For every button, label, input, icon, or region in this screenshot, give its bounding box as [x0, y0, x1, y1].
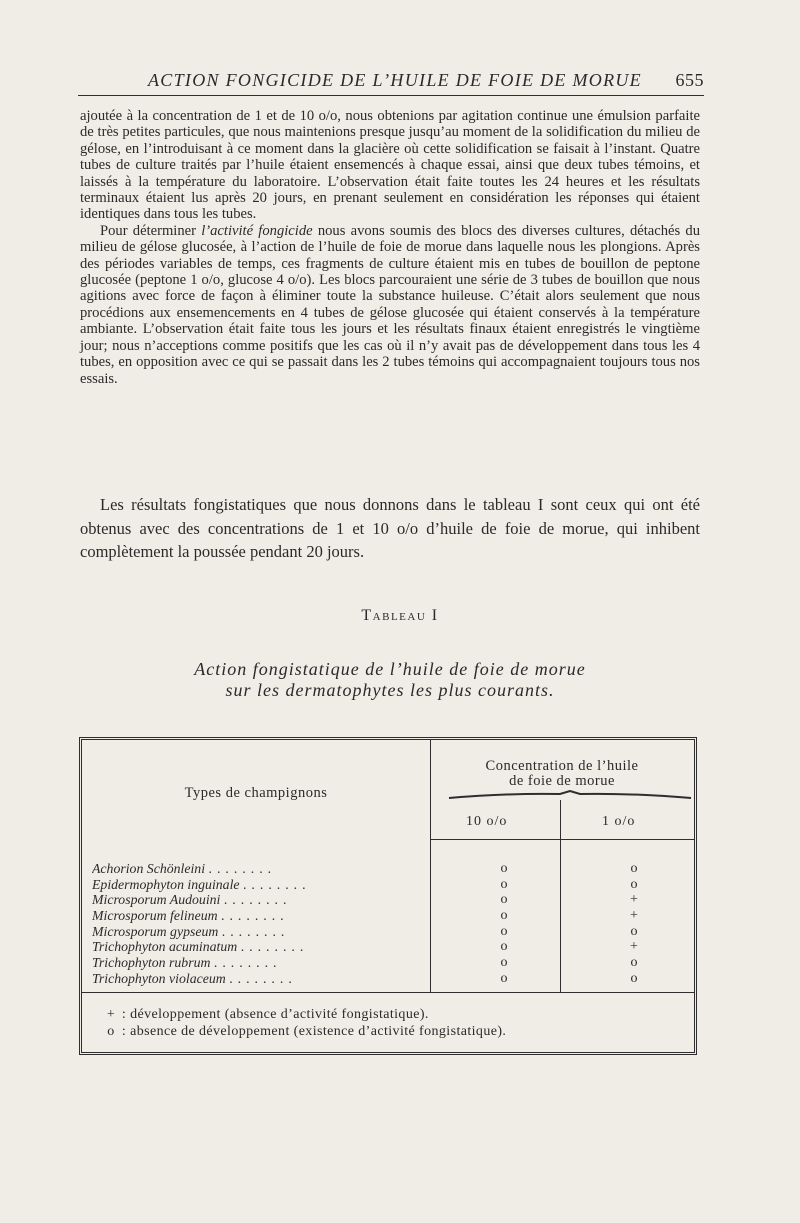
species-name: Trichophyton rubrum ........ [92, 955, 282, 971]
value-1: + [630, 939, 638, 955]
paragraph-2-rest: nous avons soumis des blocs des diverses cultures, détachés du milieu de gélose glucosée, à l’action de l’huile de foie de morue dans laquelle nous les plongions. Après des périodes variables de temps, ces fragments de culture étaient mis en tubes de bouillon de peptone glucosée (peptone 1 o/o, glucose 4 o/o). Les blocs parcouraient une série de 3 tubes de bouillon que nous agitions avec force de façon à éliminer toute la substance huileuse. C’était alors seulement que nous procédions aux ensemencements en 4 tubes de gélose glucosée qui étaient conservés à la température ambiante. L’observation était faite tous les jours et les résultats finaux étaient enregistrés le vingtième jour; nous n’acceptions comme positifs que les cas où il n’y avait pas de développement dans tous les 4 tubes, en opposition avec ce qui se passait dans les 2 tubes témoins qui accompagnaient toujours tous nos essais. [80, 222, 700, 387]
table-caption-line-2: sur les dermatophytes les plus courants. [225, 680, 555, 700]
column-header-10: 10 o/o [466, 814, 508, 829]
species-name: Achorion Schönleini ........ [92, 861, 277, 876]
paragraph-3: Les résultats fongistatiques que nous donnons dans le tableau I sont ceux qui ont été obtenus avec des concentrations de 1 et 10 o/o d’huile de foie de morue, qui inhibent complètement la poussée pendant 20 jours. [80, 495, 700, 561]
table-caption [0, 659, 780, 701]
table-legend [104, 1006, 506, 1040]
value-10: o [500, 876, 508, 892]
legend-symbol: + [106, 1007, 116, 1022]
legend-item: + : développement (absence d’activité fongistatique). [104, 1006, 506, 1023]
header-concentration-line-1: Concentration de l’huile [485, 758, 639, 774]
species-name: Microsporum Audouini ........ [92, 892, 292, 908]
species-name: Microsporum felineum ........ [92, 908, 289, 924]
value-10: o [500, 908, 508, 924]
running-header [78, 67, 704, 96]
header-rule-conc [431, 839, 694, 840]
header-concentration-line-2: de foie de morue [509, 773, 615, 789]
table-caption-line-1: Action fongistatique de l’huile de foie de morue [194, 659, 586, 679]
table-row [92, 955, 687, 971]
legend-symbol: o [107, 1024, 115, 1039]
table-row [92, 924, 687, 940]
value-1: o [630, 955, 638, 971]
value-10: o [500, 939, 508, 955]
table-label: Tableau I [361, 607, 439, 624]
column-header-1: 1 o/o [602, 814, 636, 829]
paragraph-2-emphasis: l’activité fongicide [201, 222, 313, 239]
table-row [92, 877, 687, 893]
species-name: Microsporum gypseum ........ [92, 923, 290, 939]
concentration-brace [448, 790, 693, 802]
value-10: o [500, 955, 508, 971]
table-row [92, 861, 687, 877]
table-row [92, 971, 687, 987]
species-name: Trichophyton violaceum ........ [92, 970, 297, 986]
legend-text: développement (absence d’activité fongistatique). [130, 1007, 429, 1022]
table-row [92, 908, 687, 924]
paragraph-1: ajoutée à la concentration de 1 et de 10 o/o, nous obtenions par agitation continue une émulsion parfaite de très petites particules, que nous maintenions presque jusqu’au moment de la solidification du milieu de gélose, en l’introduisant à ce moment dans la glacière où cette solidification se faisait à l’instant. Quatre tubes de culture traités par l’huile étaient ensemencés à chaque essai, ainsi que deux tubes témoins, et laissés à la température du laboratoire. L’observation était faite toutes les 24 heures et les résultats terminaux étaient lus après 20 jours, en prenant seulement en considération les réponses qui étaient identiques dans tous les tubes. [80, 108, 700, 223]
results-table [79, 737, 697, 1055]
value-10: o [500, 923, 508, 939]
species-name: Trichophyton acuminatum ........ [92, 939, 309, 955]
paragraph-2-start: Pour déterminer [100, 222, 202, 239]
header-concentration [431, 759, 693, 789]
value-1: o [630, 970, 638, 986]
legend-rule [82, 992, 694, 993]
value-10: o [500, 892, 508, 908]
table-row [92, 892, 687, 908]
value-1: o [630, 861, 638, 876]
header-types: Types de champignons [184, 785, 328, 801]
legend-text: absence de développement (existence d’activité fongistatique). [130, 1024, 507, 1039]
paragraph-2 [80, 223, 700, 387]
body-text [80, 108, 700, 387]
value-1: + [630, 908, 638, 924]
legend-item: o : absence de développement (existence d’activité fongistatique). [104, 1023, 506, 1040]
value-1: o [630, 923, 638, 939]
table-row [92, 939, 687, 955]
value-10: o [500, 861, 508, 876]
running-title: ACTION FONGICIDE DE L’HUILE DE FOIE DE MORUE [148, 70, 642, 90]
value-1: + [630, 892, 638, 908]
value-10: o [500, 970, 508, 986]
value-1: o [630, 876, 638, 892]
species-name: Epidermophyton inguinale ........ [92, 876, 311, 892]
table-body [92, 861, 687, 987]
page-number: 655 [675, 70, 704, 90]
